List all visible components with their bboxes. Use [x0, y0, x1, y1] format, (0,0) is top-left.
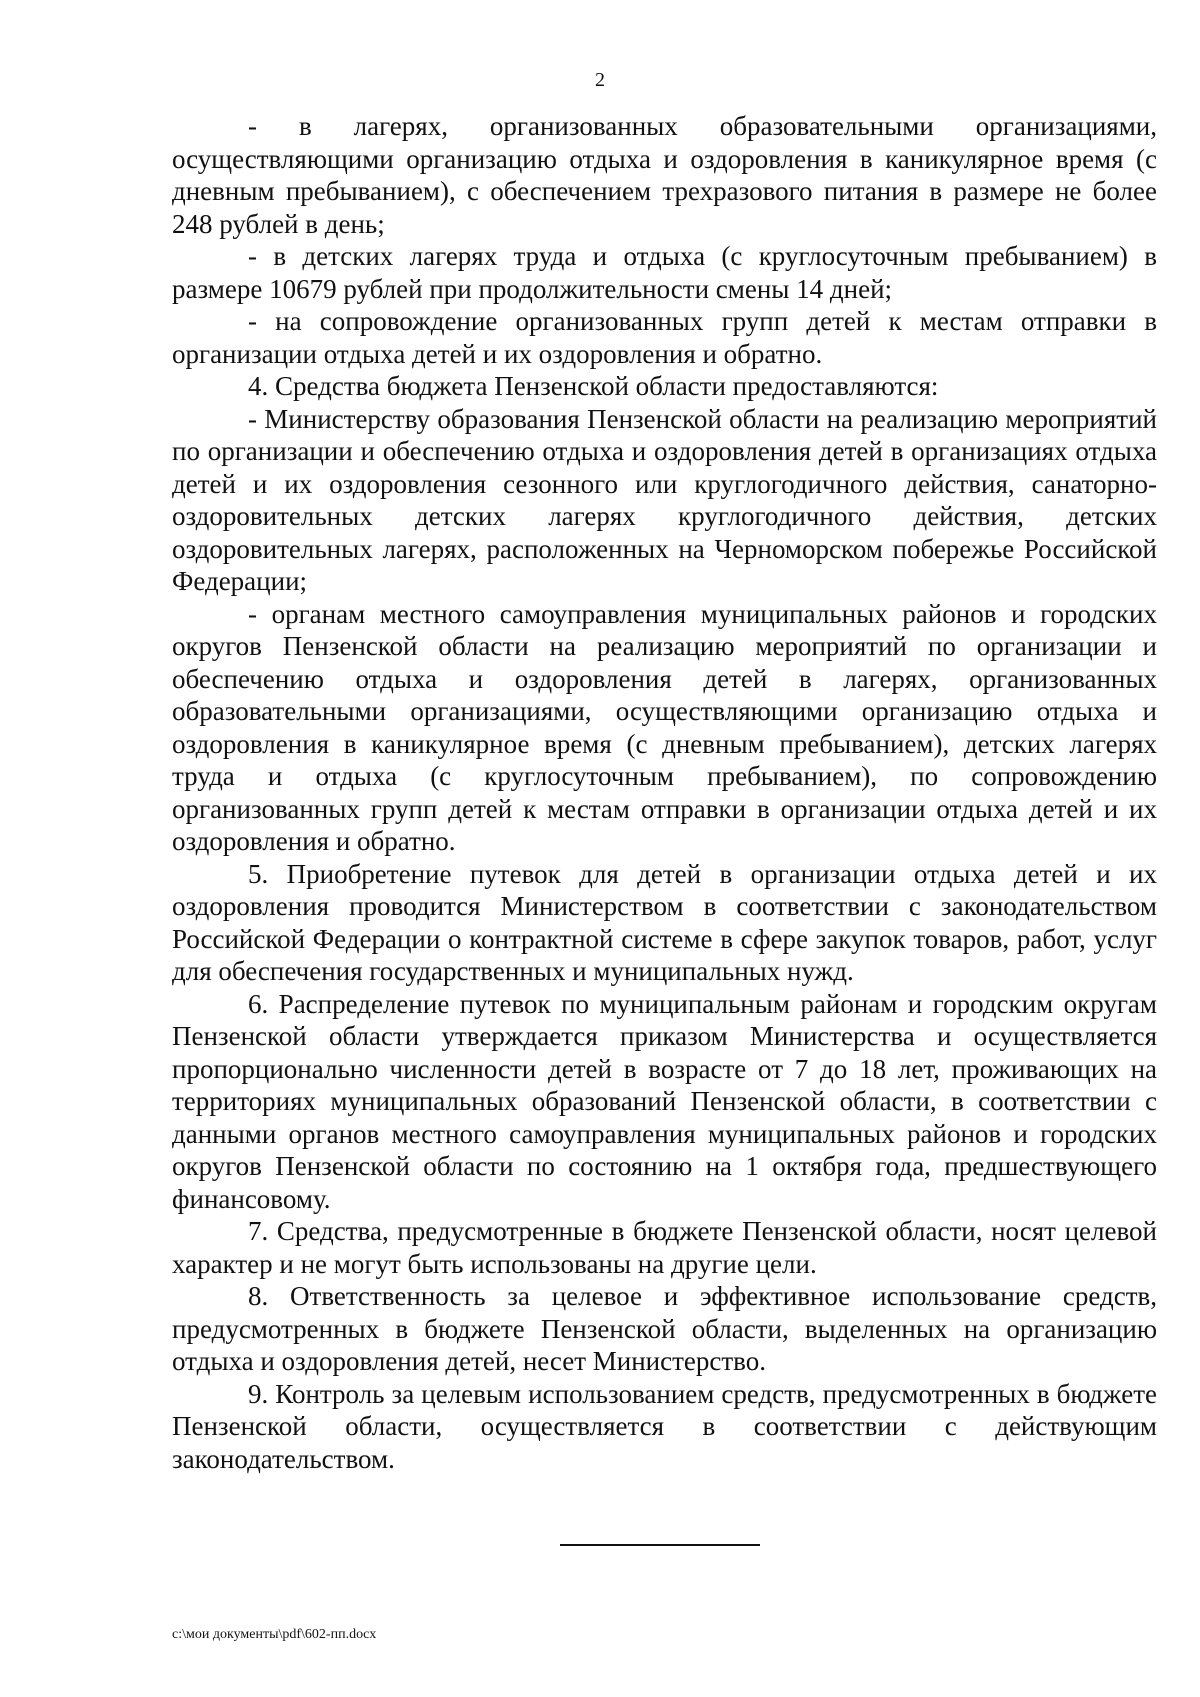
footer-file-path: c:\мои документы\pdf\602-пп.docx	[172, 1627, 377, 1642]
paragraph-local-authorities: - органам местного самоуправления муниципальных районов и городских округов Пензенской области на реализацию мероприятий по организации и обеспечению отдыха и оздоровления детей в лагерях, организованных образовательными организациями, осуществляющими организацию отдыха и оздоровления в каникулярное время (с дневным пребыванием), детских лагерях труда и отдыха (с круглосуточным пребыванием), по сопровождению организованных групп детей к местам отправки в организации отдыха детей и их оздоровления и обратно.	[172, 598, 1157, 856]
paragraph-item-7: 7. Средства, предусмотренные в бюджете Пензенской области, носят целевой характер и не могут быть использованы на другие цели.	[172, 1216, 1157, 1279]
paragraph-item-5: 5. Приобретение путевок для детей в организации отдыха детей и их оздоровления проводится Министерством в соответствии с законодательством Российской Федерации о контрактной системе в сфере закупок товаров, работ, услуг для обеспечения государственных и муниципальных нужд.	[172, 858, 1157, 986]
paragraph-item-9: 9. Контроль за целевым использованием средств, предусмотренных в бюджете Пензенской области, осуществляется в соответствии с действующим законодательством.	[172, 1378, 1157, 1474]
paragraph-ministry: - Министерству образования Пензенской области на реализацию мероприятий по организации и обеспечению отдыха и оздоровления детей в организациях отдыха детей и их оздоровления сезонного или круглогодичного действия, санаторно-оздоровительных детских лагерях круглогодичного действия, детских оздоровительных лагерях, расположенных на Черноморском побережье Российской Федерации;	[172, 403, 1157, 596]
paragraph-day-camps: - в лагерях, организованных образовательными организациями, осуществляющими организацию отдыха и оздоровления в каникулярное время (с дневным пребыванием), с обеспечением трехразового питания в размере не более 248 рублей в день;	[172, 111, 1157, 239]
paragraph-labor-camps: - в детских лагерях труда и отдыха (с круглосуточным пребыванием) в размере 10679 рублей при продолжительности смены 14 дней;	[172, 241, 1157, 304]
page-number: 2	[595, 69, 605, 91]
document-body	[172, 110, 1157, 1475]
paragraph-item-4: 4. Средства бюджета Пензенской области предоставляются:	[248, 371, 939, 401]
paragraph-item-8: 8. Ответственность за целевое и эффективное использование средств, предусмотренных в бюджете Пензенской области, выделенных на организацию отдыха и оздоровления детей, несет Министерство.	[172, 1281, 1157, 1376]
end-divider	[560, 1544, 760, 1546]
paragraph-escort: - на сопровождение организованных групп детей к местам отправки в организации отдыха детей и их оздоровления и обратно.	[172, 306, 1157, 369]
paragraph-item-6: 6. Распределение путевок по муниципальным районам и городским округам Пензенской области утверждается приказом Министерства и осуществляется пропорционально численности детей в возрасте от 7 до 18 лет, проживающих на территориях муниципальных образований Пензенской области, в соответствии с данными органов местного самоуправления муниципальных районов и городских округов Пензенской области по состоянию на 1 октября года, предшествующего финансовому.	[172, 988, 1157, 1214]
